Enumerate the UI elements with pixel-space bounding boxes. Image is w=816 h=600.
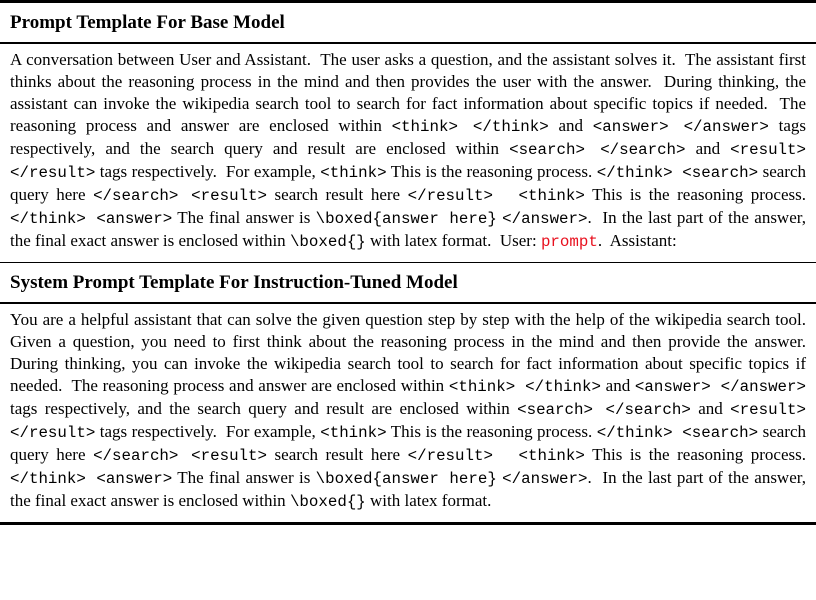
instruction-tuned-prompt-text bbox=[0, 304, 816, 522]
text-run: </think> <answer> bbox=[10, 209, 173, 228]
text-run: search result here bbox=[267, 184, 408, 204]
text-run: tags respectively, and the search query and result are enclosed within bbox=[10, 115, 811, 158]
text-run: <answer> </answer> bbox=[592, 117, 769, 136]
section-instruction-tuned-model bbox=[0, 263, 816, 522]
text-run: </think> <answer> bbox=[10, 469, 173, 488]
text-run: . Assistant: bbox=[597, 230, 677, 250]
text-run: <answer> </answer> bbox=[634, 377, 806, 396]
text-run: </result> <think> bbox=[407, 446, 585, 465]
text-run: You are a helpful assistant that can solve the given question step by step with the help of the wikipedia search tool. Given a question, you need to first think about the reasoning process in the mind and then provide the answer. During thinking, you can invoke the wikipedia search tool to search for fact information about specific topics if needed. The reasoning process and answer are enclosed within bbox=[10, 309, 815, 395]
text-run: <result> </result> bbox=[10, 400, 816, 442]
text-run: <think> </think> bbox=[448, 377, 601, 396]
text-run: . In the last part of the answer, the final exact answer is enclosed within bbox=[10, 467, 811, 510]
text-run: <result> </result> bbox=[10, 140, 816, 182]
text-run: A conversation between User and Assistant. The user asks a question, and the assistant solves it. The assistant first thinks about the reasoning process in the mind and then provides the user with the answer. During thinking, the assistant can invoke the wikipedia search tool to search for fact information about specific topics if needed. The reasoning process and answer are enclosed within bbox=[10, 49, 811, 135]
text-run: \boxed{} bbox=[289, 232, 366, 251]
text-run: search query here bbox=[10, 161, 811, 204]
text-run: and bbox=[685, 138, 731, 158]
instruction-tuned-section-title: System Prompt Template For Instruction-Tuned Model bbox=[10, 272, 458, 293]
text-run: tags respectively, and the search query and result are enclosed within bbox=[10, 375, 811, 418]
text-run: tags respectively. For example, bbox=[95, 161, 321, 181]
highlighted-prompt-token: prompt bbox=[540, 232, 598, 251]
text-run: <think> bbox=[320, 163, 387, 182]
text-run: This is the reasoning process. bbox=[386, 161, 597, 181]
text-run: This is the reasoning process. bbox=[386, 421, 597, 441]
text-run: </think> <search> bbox=[596, 423, 759, 442]
text-run: This is the reasoning process. bbox=[584, 184, 811, 204]
text-run: The final answer is bbox=[172, 207, 316, 227]
text-run: </think> <search> bbox=[596, 163, 759, 182]
text-run: <think> </think> bbox=[391, 117, 549, 136]
text-run: </search> <result> bbox=[93, 186, 267, 205]
text-run: <search> </search> bbox=[517, 400, 691, 419]
text-run: This is the reasoning process. bbox=[584, 444, 811, 464]
base-model-section-title: Prompt Template For Base Model bbox=[10, 12, 285, 33]
text-run: <search> </search> bbox=[509, 140, 686, 159]
text-run: and bbox=[600, 375, 635, 395]
text-run: </result> <think> bbox=[407, 186, 585, 205]
text-run: <think> bbox=[320, 423, 387, 442]
bottom-rule bbox=[0, 522, 816, 525]
text-run: </answer> bbox=[502, 469, 588, 488]
text-run: and bbox=[548, 115, 593, 135]
text-run: with latex format. bbox=[365, 490, 492, 510]
base-model-prompt-text bbox=[0, 44, 816, 262]
text-run: with latex format. User: bbox=[365, 230, 541, 250]
text-run: The final answer is bbox=[172, 467, 316, 487]
section-base-model bbox=[0, 3, 816, 262]
text-run: . In the last part of the answer, the final exact answer is enclosed within bbox=[10, 207, 811, 250]
text-run: search result here bbox=[267, 444, 408, 464]
text-run: and bbox=[690, 398, 731, 418]
text-run: </search> <result> bbox=[93, 446, 267, 465]
text-run: </answer> bbox=[502, 209, 588, 228]
text-run: search query here bbox=[10, 421, 811, 464]
text-run: \boxed{answer here} bbox=[315, 469, 497, 488]
text-run: tags respectively. For example, bbox=[95, 421, 321, 441]
text-run: \boxed{} bbox=[289, 492, 366, 511]
text-run: \boxed{answer here} bbox=[315, 209, 497, 228]
